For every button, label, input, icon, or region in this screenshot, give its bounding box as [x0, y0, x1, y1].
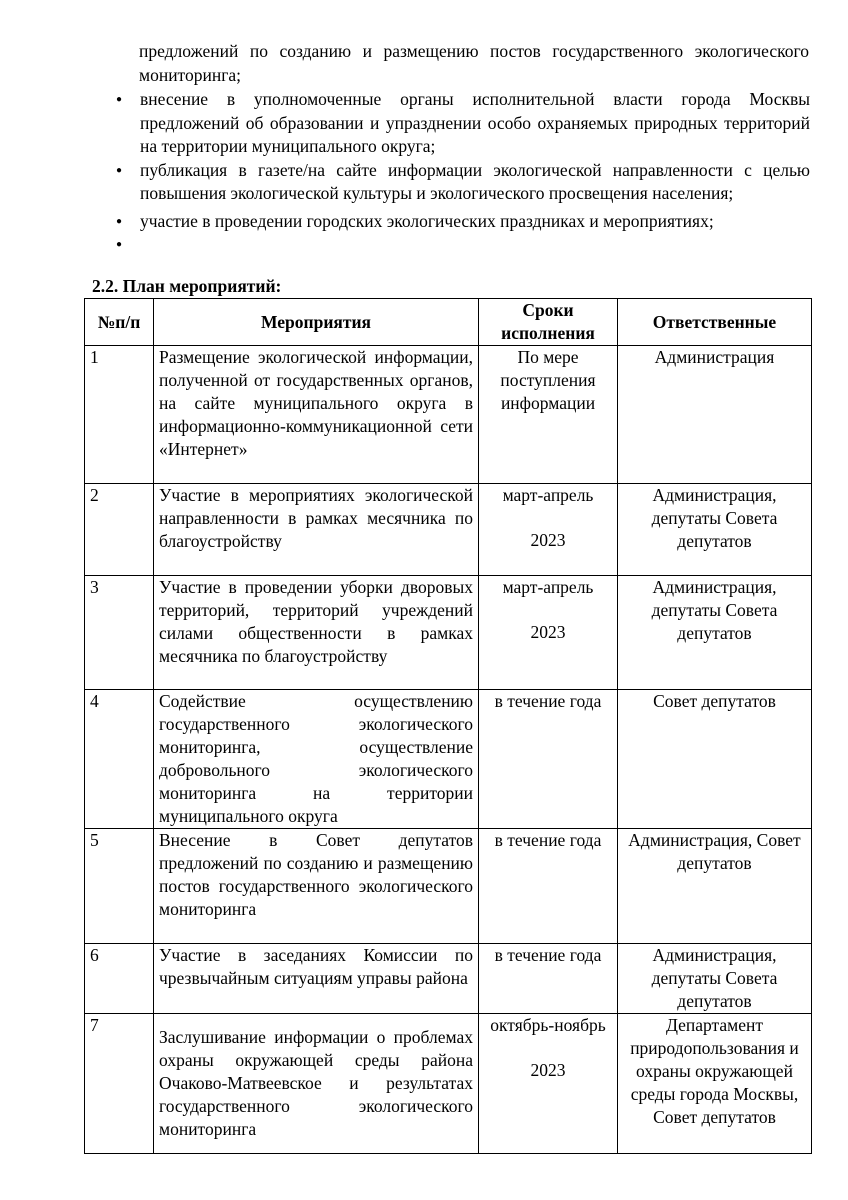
bullet-list	[100, 88, 810, 233]
row-term	[479, 1014, 618, 1154]
term-year: 2023	[530, 622, 566, 642]
table-row	[85, 690, 812, 829]
row-activity: Участие в мероприятиях экологической направленности в рамках месячника по благоустройству	[154, 484, 479, 576]
row-responsible: Совет депутатов	[618, 690, 812, 829]
term-year: 2023	[530, 1060, 566, 1080]
row-number: 3	[85, 576, 154, 690]
row-term	[479, 484, 618, 576]
row-number: 1	[85, 346, 154, 484]
row-term	[479, 829, 618, 944]
term-text: март-апрель	[502, 577, 594, 597]
section-heading: 2.2. План мероприятий:	[92, 276, 282, 296]
term-text: в течение года	[494, 691, 602, 711]
row-term	[479, 690, 618, 829]
row-responsible: Администрация, депутаты Совета депутатов	[618, 576, 812, 690]
row-number: 2	[85, 484, 154, 576]
row-number: 4	[85, 690, 154, 829]
table-row	[85, 944, 812, 1014]
plan-table	[84, 298, 812, 1154]
header-term: Сроки исполнения	[479, 299, 618, 346]
table-row	[85, 484, 812, 576]
row-responsible: Администрация, депутаты Совета депутатов	[618, 944, 812, 1014]
row-number: 7	[85, 1014, 154, 1154]
table-row	[85, 576, 812, 690]
row-activity: Внесение в Совет депутатов предложений по созданию и размещению постов государственного экологического мониторинга	[154, 829, 479, 944]
table-header-row	[85, 299, 812, 346]
table-row	[85, 1014, 812, 1154]
row-responsible: Администрация, Совет депутатов	[618, 829, 812, 944]
row-number: 5	[85, 829, 154, 944]
row-responsible: Департамент природопользования и охраны окружающей среды города Москвы, Совет депутатов	[618, 1014, 812, 1154]
term-text: в течение года	[494, 945, 602, 965]
row-activity: Содействие осуществлению государственного экологического мониторинга, осуществление добровольного экологического мониторинга на территории муниципального округа	[154, 690, 479, 829]
header-activity: Мероприятия	[154, 299, 479, 346]
term-year: 2023	[530, 530, 566, 550]
table-row	[85, 346, 812, 484]
term-text: март-апрель	[502, 485, 594, 505]
row-term	[479, 346, 618, 484]
row-term	[479, 576, 618, 690]
row-activity: Размещение экологической информации, полученной от государственных органов, на сайте муниципального округа в информационно-коммуникационной сети «Интернет»	[154, 346, 479, 484]
row-term	[479, 944, 618, 1014]
row-number: 6	[85, 944, 154, 1014]
table-row	[85, 829, 812, 944]
term-text: октябрь-ноябрь	[490, 1015, 606, 1035]
bullet-item: ● внесение в уполномоченные органы исполнительной власти города Москвы предложений об образовании и упразднении особо охраняемых природных территорий на территории муниципального округа;	[100, 88, 810, 159]
row-activity: Заслушивание информации о проблемах охраны окружающей среды района Очаково-Матвеевское и результатах государственного экологического мониторинга	[154, 1014, 479, 1154]
row-responsible: Администрация, депутаты Совета депутатов	[618, 484, 812, 576]
header-responsible: Ответственные	[618, 299, 812, 346]
term-text: в течение года	[494, 830, 602, 850]
term-text: По мере поступления информации	[500, 347, 596, 413]
bullet-item: ● участие в проведении городских экологических праздниках и мероприятиях;	[100, 210, 810, 234]
bullet-item: ● публикация в газете/на сайте информации экологической направленности с целью повышения экологической культуры и экологического просвещения населения;	[100, 159, 810, 206]
continuation-text: предложений по созданию и размещению постов государственного экологического мониторинга;	[139, 41, 809, 85]
row-activity: Участие в проведении уборки дворовых территорий, территорий учреждений силами общественности в рамках месячника по благоустройству	[154, 576, 479, 690]
row-activity: Участие в заседаниях Комиссии по чрезвычайным ситуациям управы района	[154, 944, 479, 1014]
row-responsible: Администрация	[618, 346, 812, 484]
header-num: №п/п	[85, 299, 154, 346]
